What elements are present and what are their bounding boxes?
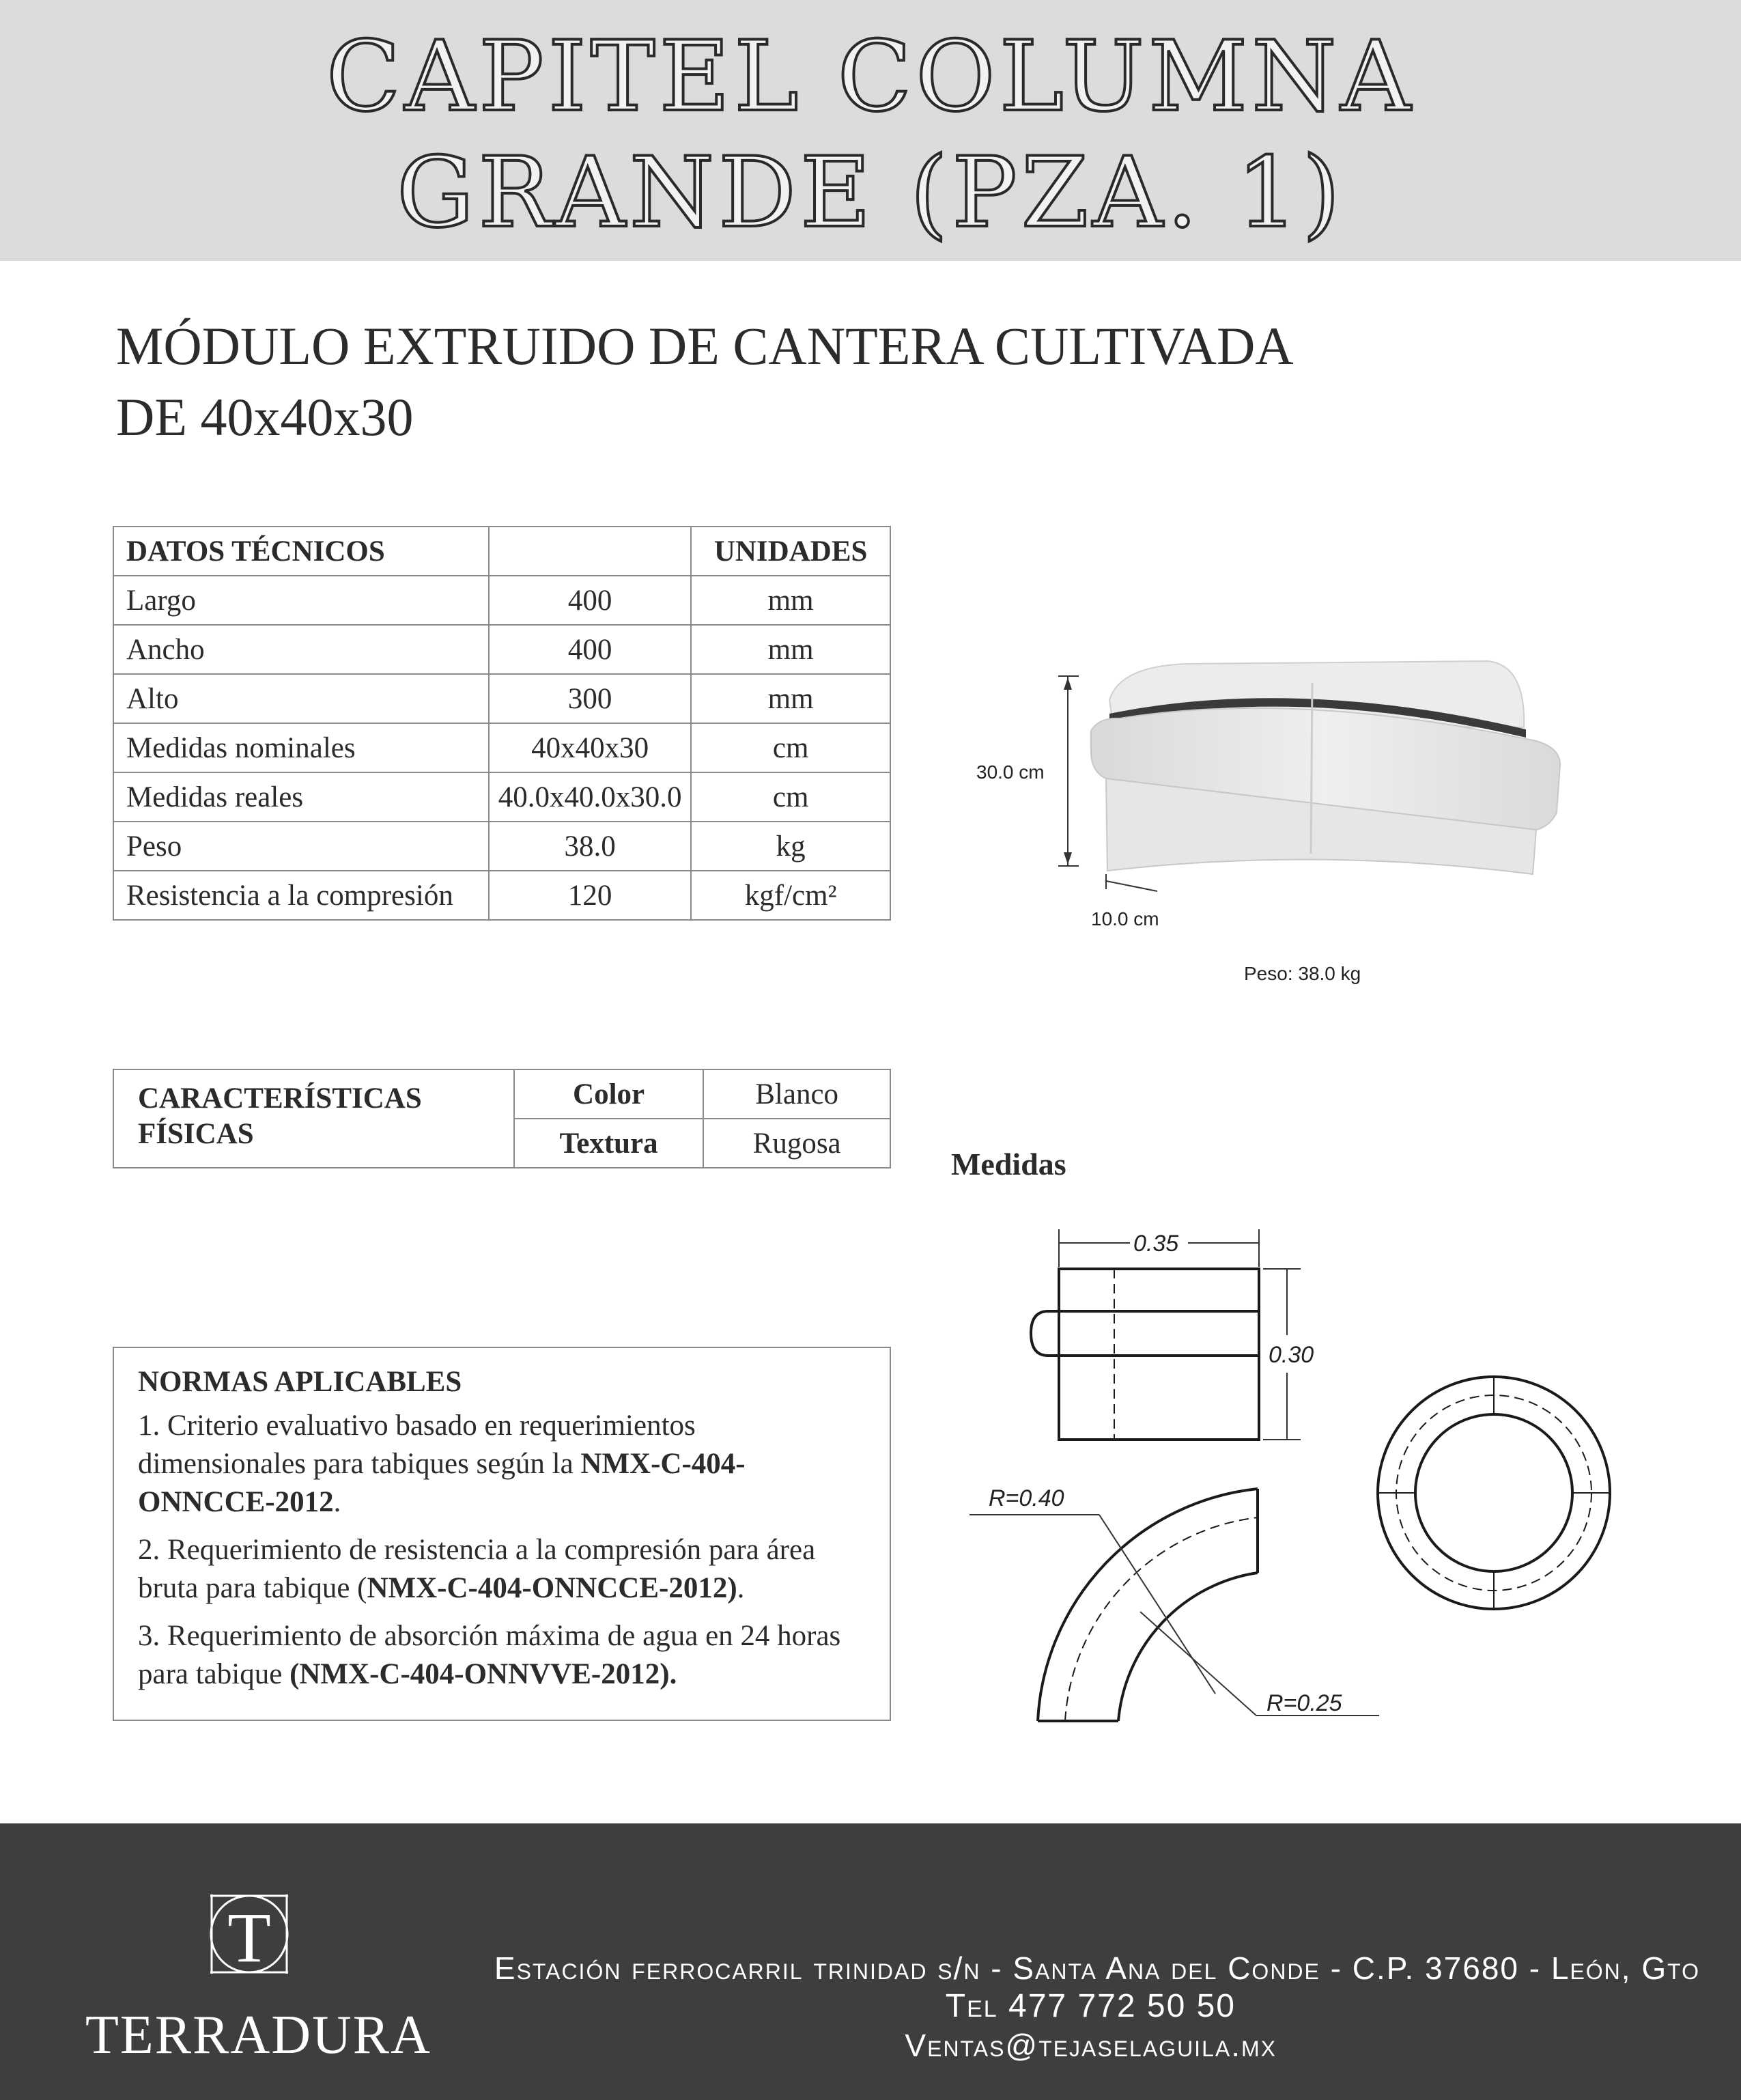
table-cell: Rugosa	[703, 1119, 890, 1168]
table-cell: Alto	[113, 674, 489, 723]
drawing-height-label: 0.30	[1269, 1342, 1314, 1368]
standard-text: 1. Criterio evaluativo basado en requerimientos dimensionales para tabiques según la	[138, 1410, 696, 1480]
subtitle-line2: DE 40x40x30	[116, 387, 414, 447]
table-cell: 40x40x30	[489, 723, 691, 772]
footer-email[interactable]: Ventas@tejaselaguila.mx	[905, 2028, 1277, 2063]
standard-text-end: .	[333, 1486, 341, 1518]
standard-code: NMX-C-404-ONNCCE-2012	[138, 1448, 746, 1518]
table-cell: Largo	[113, 576, 489, 625]
subtitle-line1: MÓDULO EXTRUIDO DE CANTERA CULTIVADA	[116, 316, 1294, 376]
table-cell: 400	[489, 625, 691, 674]
table-cell: Resistencia a la compresión	[113, 871, 489, 920]
table-header-cell: UNIDADES	[691, 527, 890, 576]
table-cell: cm	[691, 723, 890, 772]
table-cell: Ancho	[113, 625, 489, 674]
standard-code: NMX-C-404-ONNCCE-2012)	[367, 1572, 737, 1604]
photo-weight-label: Peso: 38.0 kg	[1244, 963, 1361, 984]
table-cell: mm	[691, 674, 890, 723]
table-cell: kgf/cm²	[691, 871, 890, 920]
table-cell: 40.0x40.0x30.0	[489, 772, 691, 822]
width-label: 0.35	[1133, 1231, 1179, 1257]
footer-phone: Tel 477 772 50 50	[945, 1988, 1236, 2024]
table-cell: 400	[489, 576, 691, 625]
table-cell: Textura	[514, 1119, 703, 1168]
standard-text: 2. Requerimiento de resistencia a la compresión para área bruta para tabique (	[138, 1534, 816, 1604]
outer-radius-label: R=0.40	[989, 1485, 1064, 1511]
brand-name: TERRADURA	[85, 2005, 431, 2065]
table-cell: Peso	[113, 822, 489, 871]
footer-address: Estación ferrocarril trinidad s/n - Santa Ana del Conde - C.P. 37680 - León, Gto	[494, 1950, 1700, 1986]
inner-radius-label: R=0.25	[1266, 1690, 1342, 1716]
table-cell: 38.0	[489, 822, 691, 871]
table-header-cell: DATOS TÉCNICOS	[113, 527, 489, 576]
table-cell: Medidas nominales	[113, 723, 489, 772]
standard-code: (NMX-C-404-ONNVVE-2012).	[289, 1658, 677, 1690]
table-cell: Color	[514, 1069, 703, 1119]
table-cell: mm	[691, 576, 890, 625]
height-label: 30.0 cm	[976, 761, 1045, 783]
table-cell: mm	[691, 625, 890, 674]
measures-title: Medidas	[951, 1147, 1066, 1181]
logo-letter: T	[227, 1899, 271, 1977]
product-title-line2: GRANDE (PZA. 1)	[397, 137, 1344, 249]
table-cell: cm	[691, 772, 890, 822]
table-cell: Blanco	[703, 1069, 890, 1119]
standard-text: 3. Requerimiento de absorción máxima de agua en 24 horas para tabique	[138, 1620, 841, 1690]
depth-label: 10.0 cm	[1091, 908, 1159, 929]
table-cell: Medidas reales	[113, 772, 489, 822]
table-cell: kg	[691, 822, 890, 871]
table-cell: 120	[489, 871, 691, 920]
physical-title-cell: CARACTERÍSTICAS FÍSICAS	[113, 1069, 514, 1168]
product-title-line1: CAPITEL COLUMNA	[326, 20, 1415, 133]
standards-title: NORMAS APLICABLES	[138, 1366, 462, 1398]
table-cell: 300	[489, 674, 691, 723]
standard-text-end: .	[737, 1572, 745, 1604]
